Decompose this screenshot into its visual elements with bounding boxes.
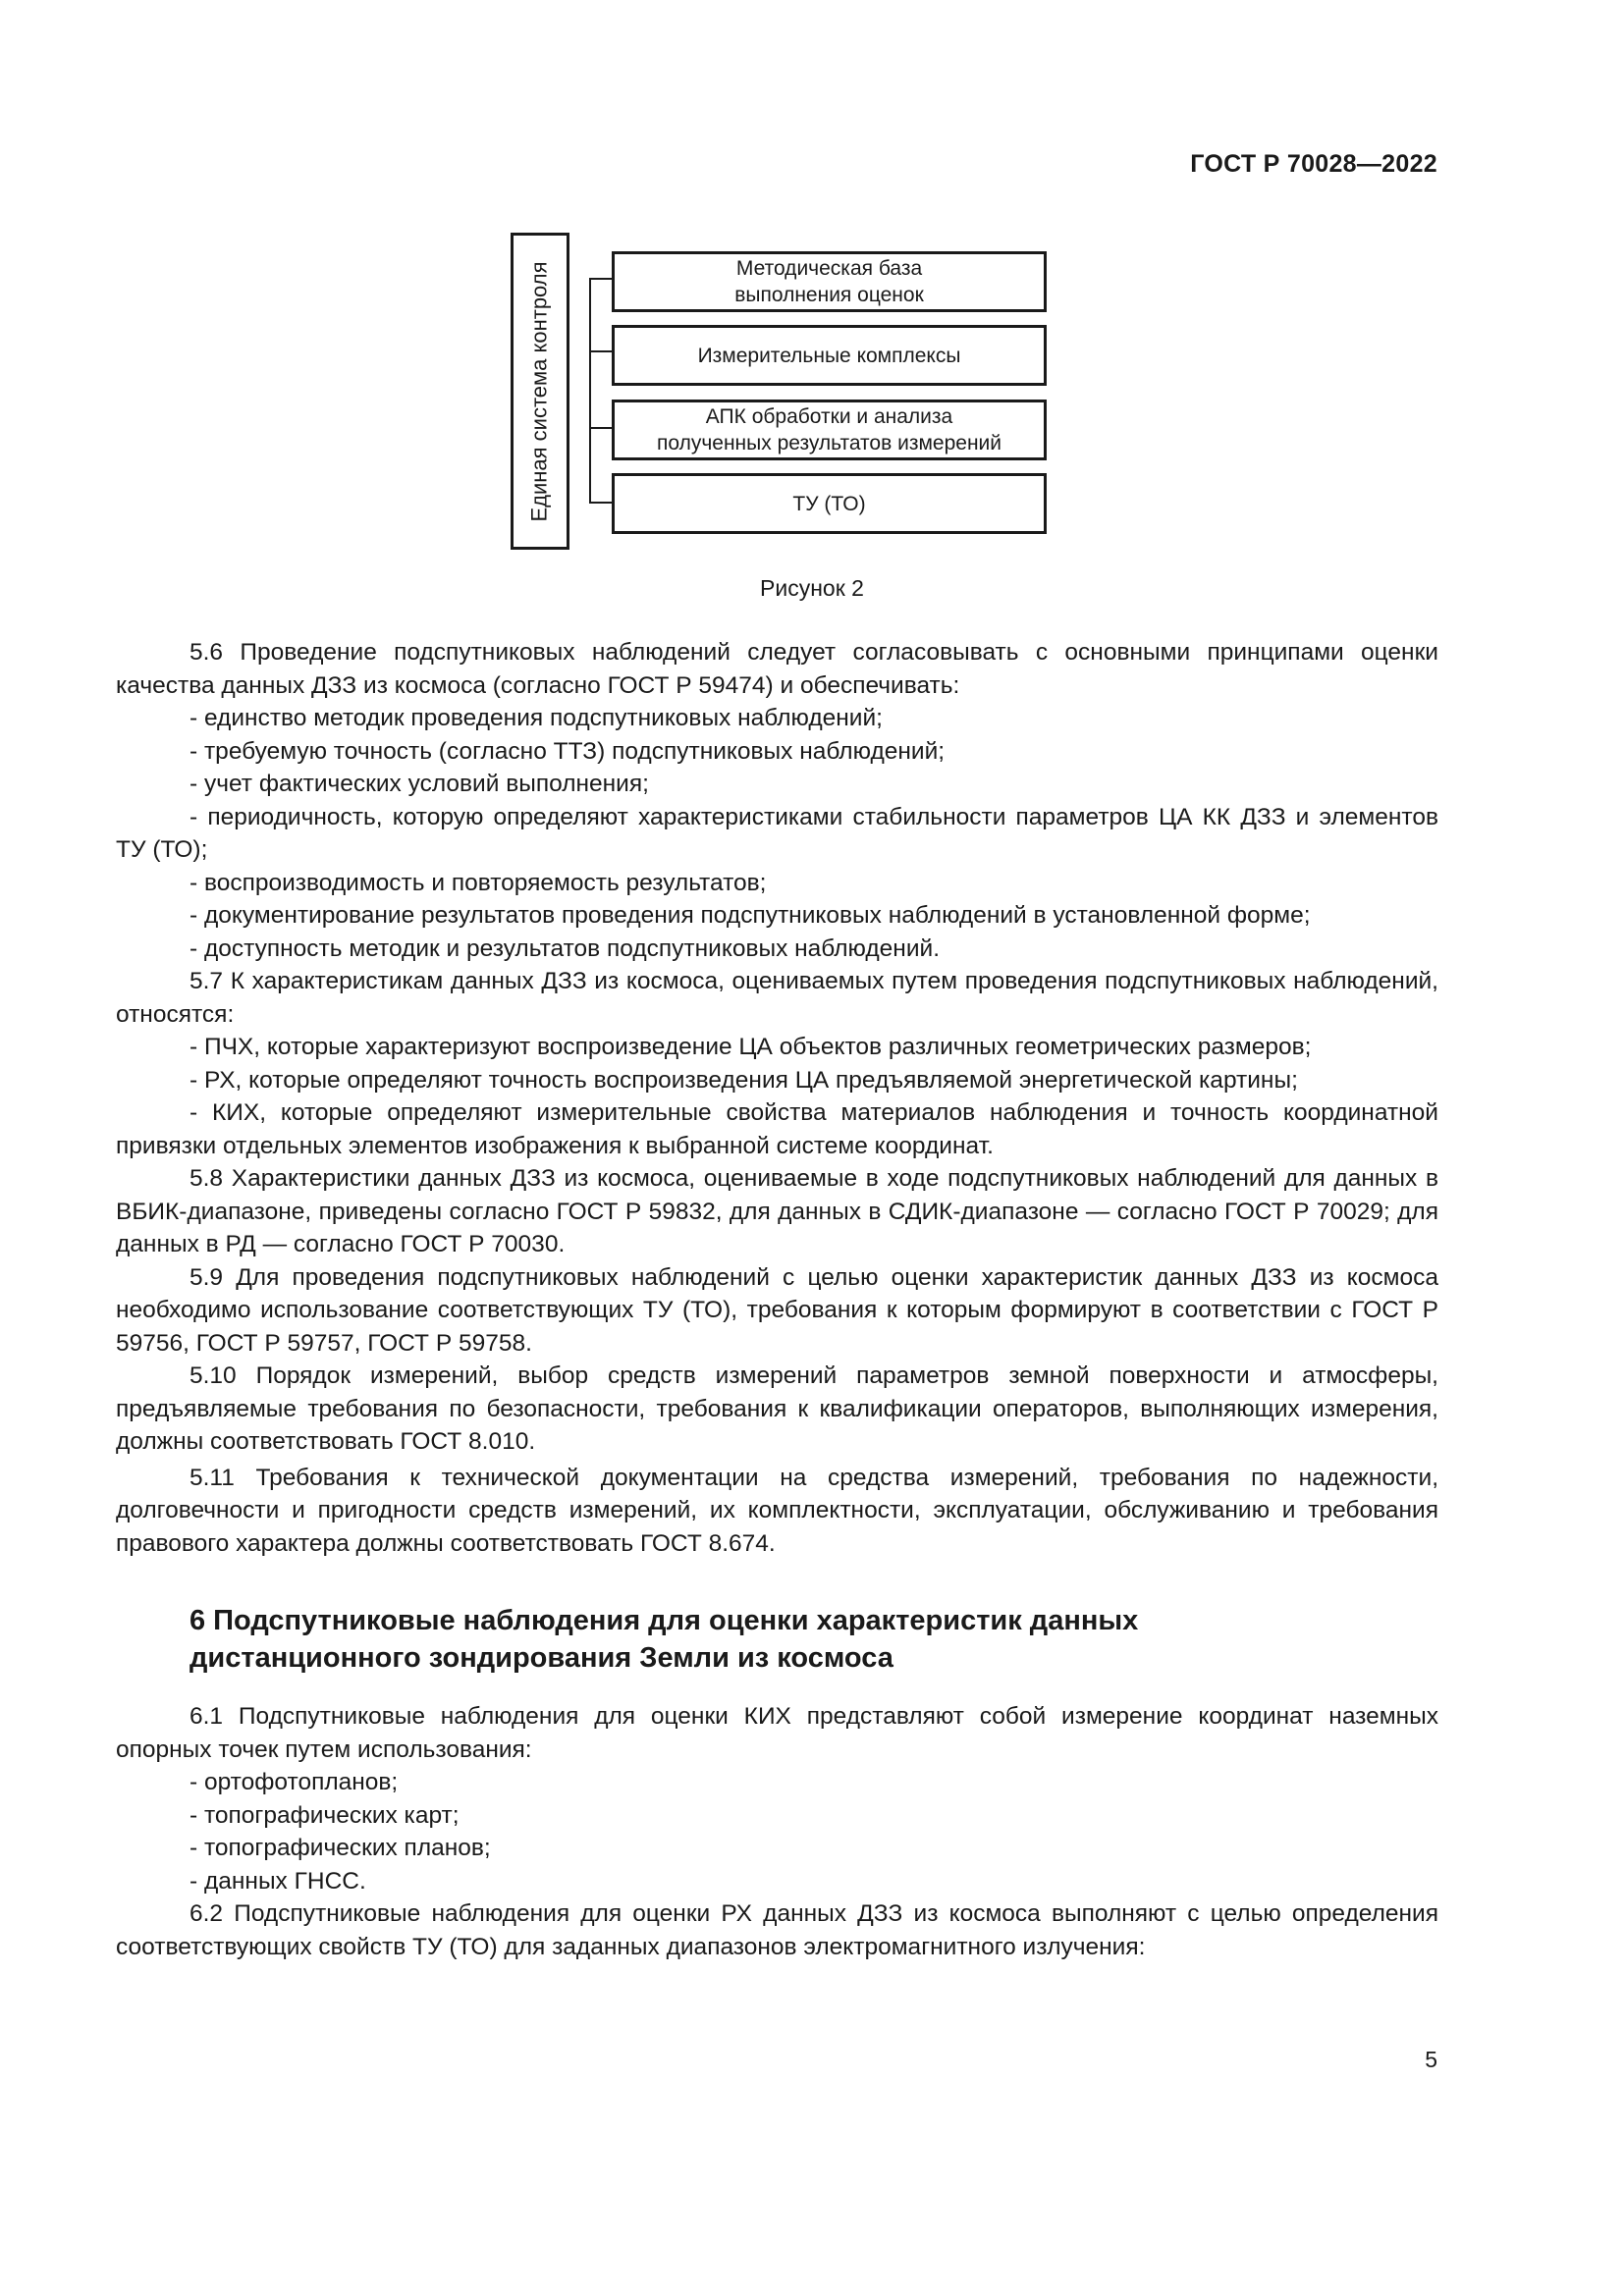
figure-branch-line <box>589 350 612 352</box>
figure-box-measuring-complexes <box>612 325 1047 386</box>
section-6-heading-line: 6 Подспутниковые наблюдения для оценки характеристик данных <box>189 1605 1139 1636</box>
document-body <box>116 636 1438 1963</box>
figure-box-tu-to <box>612 473 1047 534</box>
list-item: - требуемую точность (согласно ТТЗ) подспутниковых наблюдений; <box>189 737 946 765</box>
document-id-header: ГОСТ Р 70028—2022 <box>1190 150 1437 178</box>
unified-control-system-box <box>511 233 569 550</box>
paragraph-5-6: 5.6 Проведение подспутниковых наблюдений следует согласовывать с основными принципами оценки качества данных ДЗЗ из космоса (согласно ГОСТ Р 59474) и обеспечивать: <box>116 639 1438 699</box>
list-item: - учет фактических условий выполнения; <box>189 771 649 797</box>
section-6-heading <box>116 1602 1438 1677</box>
list-item: - ортофотопланов; <box>189 1769 399 1795</box>
paragraph-5-10: 5.10 Порядок измерений, выбор средств измерений параметров земной поверхности и атмосферы, предъявляемые требования по безопасности, требования к квалификации операторов, выполняющих измерения, должны соответствовать ГОСТ 8.010. <box>116 1362 1438 1455</box>
list-item: - топографических карт; <box>189 1801 460 1829</box>
list-item: - единство методик проведения подспутниковых наблюдений; <box>189 705 883 731</box>
figure-branch-line <box>589 278 612 280</box>
paragraph-6-1: 6.1 Подспутниковые наблюдения для оценки КИХ представляют собой измерение координат наземных опорных точек путем использования: <box>116 1703 1438 1763</box>
figure-caption: Рисунок 2 <box>760 575 864 601</box>
figure-box-text: Измерительные комплексы <box>697 344 961 367</box>
figure-connector-line <box>589 278 609 504</box>
figure-box-text: ТУ (ТО) <box>792 492 866 515</box>
page-number: 5 <box>1425 2047 1437 2072</box>
list-item: - КИХ, которые определяют измерительные свойства материалов наблюдения и точность координатной привязки отдельных элементов изображения к выбранной системе координат. <box>116 1099 1438 1159</box>
list-item: - документирование результатов проведения подспутниковых наблюдений в установленной форме; <box>189 902 1311 929</box>
list-item: - воспроизводимость и повторяемость результатов; <box>189 869 767 896</box>
figure-box-text: полученных результатов измерений <box>656 432 1001 454</box>
paragraph-6-2: 6.2 Подспутниковые наблюдения для оценки РХ данных ДЗЗ из космоса выполняют с целью определения соответствующих свойств ТУ (ТО) для заданных диапазонов электромагнитного излучения: <box>116 1900 1438 1960</box>
figure-box-apk-processing <box>612 400 1047 460</box>
figure-branch-line <box>589 502 612 504</box>
paragraph-5-9: 5.9 Для проведения подспутниковых наблюдений с целью оценки характеристик данных ДЗЗ из космоса необходимо использование соответствующих ТУ (ТО), требования к которым формируют в соответствии с ГОСТ Р 59756, ГОСТ Р 59757, ГОСТ Р 59758. <box>116 1263 1438 1357</box>
list-item: - периодичность, которую определяют характеристиками стабильности параметров ЦА КК ДЗЗ и элементов ТУ (ТО); <box>116 803 1438 863</box>
paragraph-5-11: 5.11 Требования к технической документации на средства измерений, требования по надежности, долговечности и пригодности средств измерений, их комплектности, эксплуатации, обслуживанию и требования правового характера должны соответствовать ГОСТ 8.674. <box>116 1464 1438 1557</box>
list-item: - топографических планов; <box>189 1835 491 1861</box>
list-item: - РХ, которые определяют точность воспроизведения ЦА предъявляемой энергетической картины; <box>189 1066 1298 1094</box>
list-item: - данных ГНСС. <box>189 1867 366 1895</box>
paragraph-5-8: 5.8 Характеристики данных ДЗЗ из космоса, оцениваемые в ходе подспутниковых наблюдений для данных в ВБИК-диапазоне, приведены согласно ГОСТ Р 59832, для данных в СДИК-диапазоне — согласно ГОСТ Р 70029; для данных в РД — согласно ГОСТ Р 70030. <box>116 1165 1438 1257</box>
unified-control-system-label: Единая система контроля <box>527 260 553 522</box>
figure-box-methodology <box>612 251 1047 312</box>
figure-box-text: выполнения оценок <box>734 284 924 306</box>
figure-branch-line <box>589 427 612 429</box>
list-item: - доступность методик и результатов подспутниковых наблюдений. <box>189 934 940 962</box>
section-6-heading-line: дистанционного зондирования Земли из космоса <box>189 1642 893 1674</box>
figure-box-text: Методическая база <box>735 257 923 280</box>
paragraph-5-7: 5.7 К характеристикам данных ДЗЗ из космоса, оцениваемых путем проведения подспутниковых наблюдений, относятся: <box>116 968 1438 1028</box>
figure-box-text: АПК обработки и анализа <box>705 405 953 428</box>
list-item: - ПЧХ, которые характеризуют воспроизведение ЦА объектов различных геометрических размеров; <box>189 1034 1312 1060</box>
